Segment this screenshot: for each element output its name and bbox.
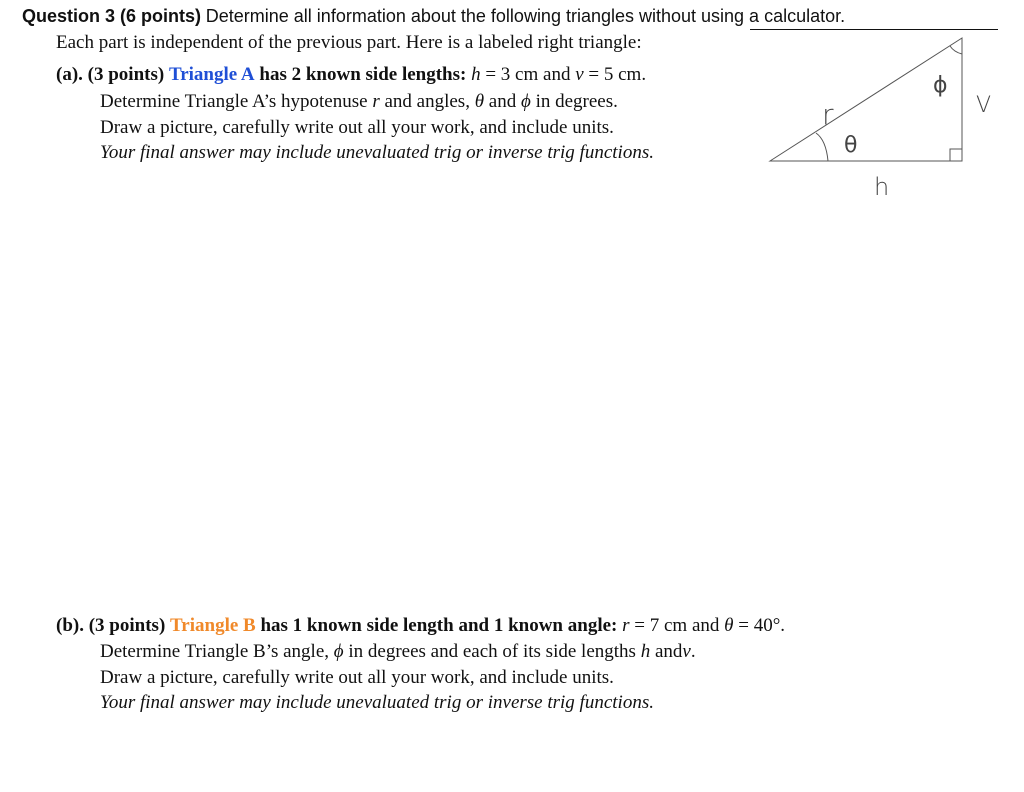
part-b-var-h: h (640, 641, 651, 662)
question-label: Question 3 (6 points) (22, 6, 202, 26)
part-b-var-theta: θ (724, 615, 734, 636)
right-triangle-diagram (760, 28, 1010, 203)
part-a-points: (3 points) (87, 64, 165, 85)
part-a-line-4: Your final answer may include unevaluated trig or inverse trig functions. (100, 142, 654, 163)
part-a-var-r: r (372, 91, 380, 112)
intro-text: Each part is independent of the previous part. Here is a labeled right triangle: (56, 32, 642, 53)
label-h: h (874, 173, 890, 201)
part-a-line-1 (56, 63, 646, 87)
part-b-line-3: Draw a picture, carefully write out all your work, and include units. (100, 667, 614, 688)
part-b-tag: (b). (56, 615, 84, 636)
part-a-var-v: v (575, 64, 584, 85)
phi-arc (950, 46, 962, 54)
part-b-line-2 (100, 640, 696, 664)
part-b-eq1: = 7 cm and (634, 615, 720, 636)
part-a-line2-text-b: and angles, (384, 91, 470, 112)
part-a-var-h: h (471, 64, 481, 85)
right-angle-marker (950, 149, 962, 161)
part-a-var-phi: ϕ (520, 91, 531, 112)
label-v: V (976, 93, 992, 118)
part-a-eq2: = 5 cm. (588, 64, 647, 85)
part-a-line-2 (100, 90, 618, 114)
part-a-line2-text-d: in degrees. (535, 91, 618, 112)
part-b-line2-text-c: and (654, 641, 683, 662)
question-text: Determine all information about the following triangles without using a calculator. (205, 6, 846, 26)
part-a-line2-text-c: and (488, 91, 517, 112)
part-b-var-v: v (682, 641, 691, 662)
part-b-points: (3 points) (88, 615, 166, 636)
triangle-shape (770, 38, 962, 161)
label-phi: ϕ (933, 73, 948, 98)
part-a-line2-text-a: Determine Triangle A’s hypotenuse (100, 91, 368, 112)
part-b-line2-text-d: . (690, 641, 696, 662)
label-r: r (822, 98, 834, 131)
part-a-desc: has 2 known side lengths: (259, 64, 467, 85)
part-b-line2-text-b: in degrees and each of its side lengths (348, 641, 636, 662)
label-theta: θ (844, 133, 858, 158)
part-b-line2-text-a: Determine Triangle B’s angle, (100, 641, 330, 662)
part-a-name: Triangle A (168, 64, 255, 85)
part-b-line-1 (56, 614, 785, 638)
part-b-name: Triangle B (170, 615, 256, 636)
theta-arc (816, 133, 828, 161)
part-a-line-3: Draw a picture, carefully write out all your work, and include units. (100, 117, 614, 138)
part-b-desc: has 1 known side length and 1 known angle: (260, 615, 618, 636)
part-b-eq2: = 40°. (738, 615, 786, 636)
part-a-var-theta: θ (474, 91, 485, 112)
part-a-eq1: = 3 cm and (485, 64, 571, 85)
part-b-line-4: Your final answer may include unevaluated trig or inverse trig functions. (100, 692, 654, 713)
part-b-var-r: r (622, 615, 630, 636)
part-a-tag: (a). (56, 64, 83, 85)
part-b-var-phi: ϕ (333, 641, 344, 662)
question-header (22, 4, 845, 29)
